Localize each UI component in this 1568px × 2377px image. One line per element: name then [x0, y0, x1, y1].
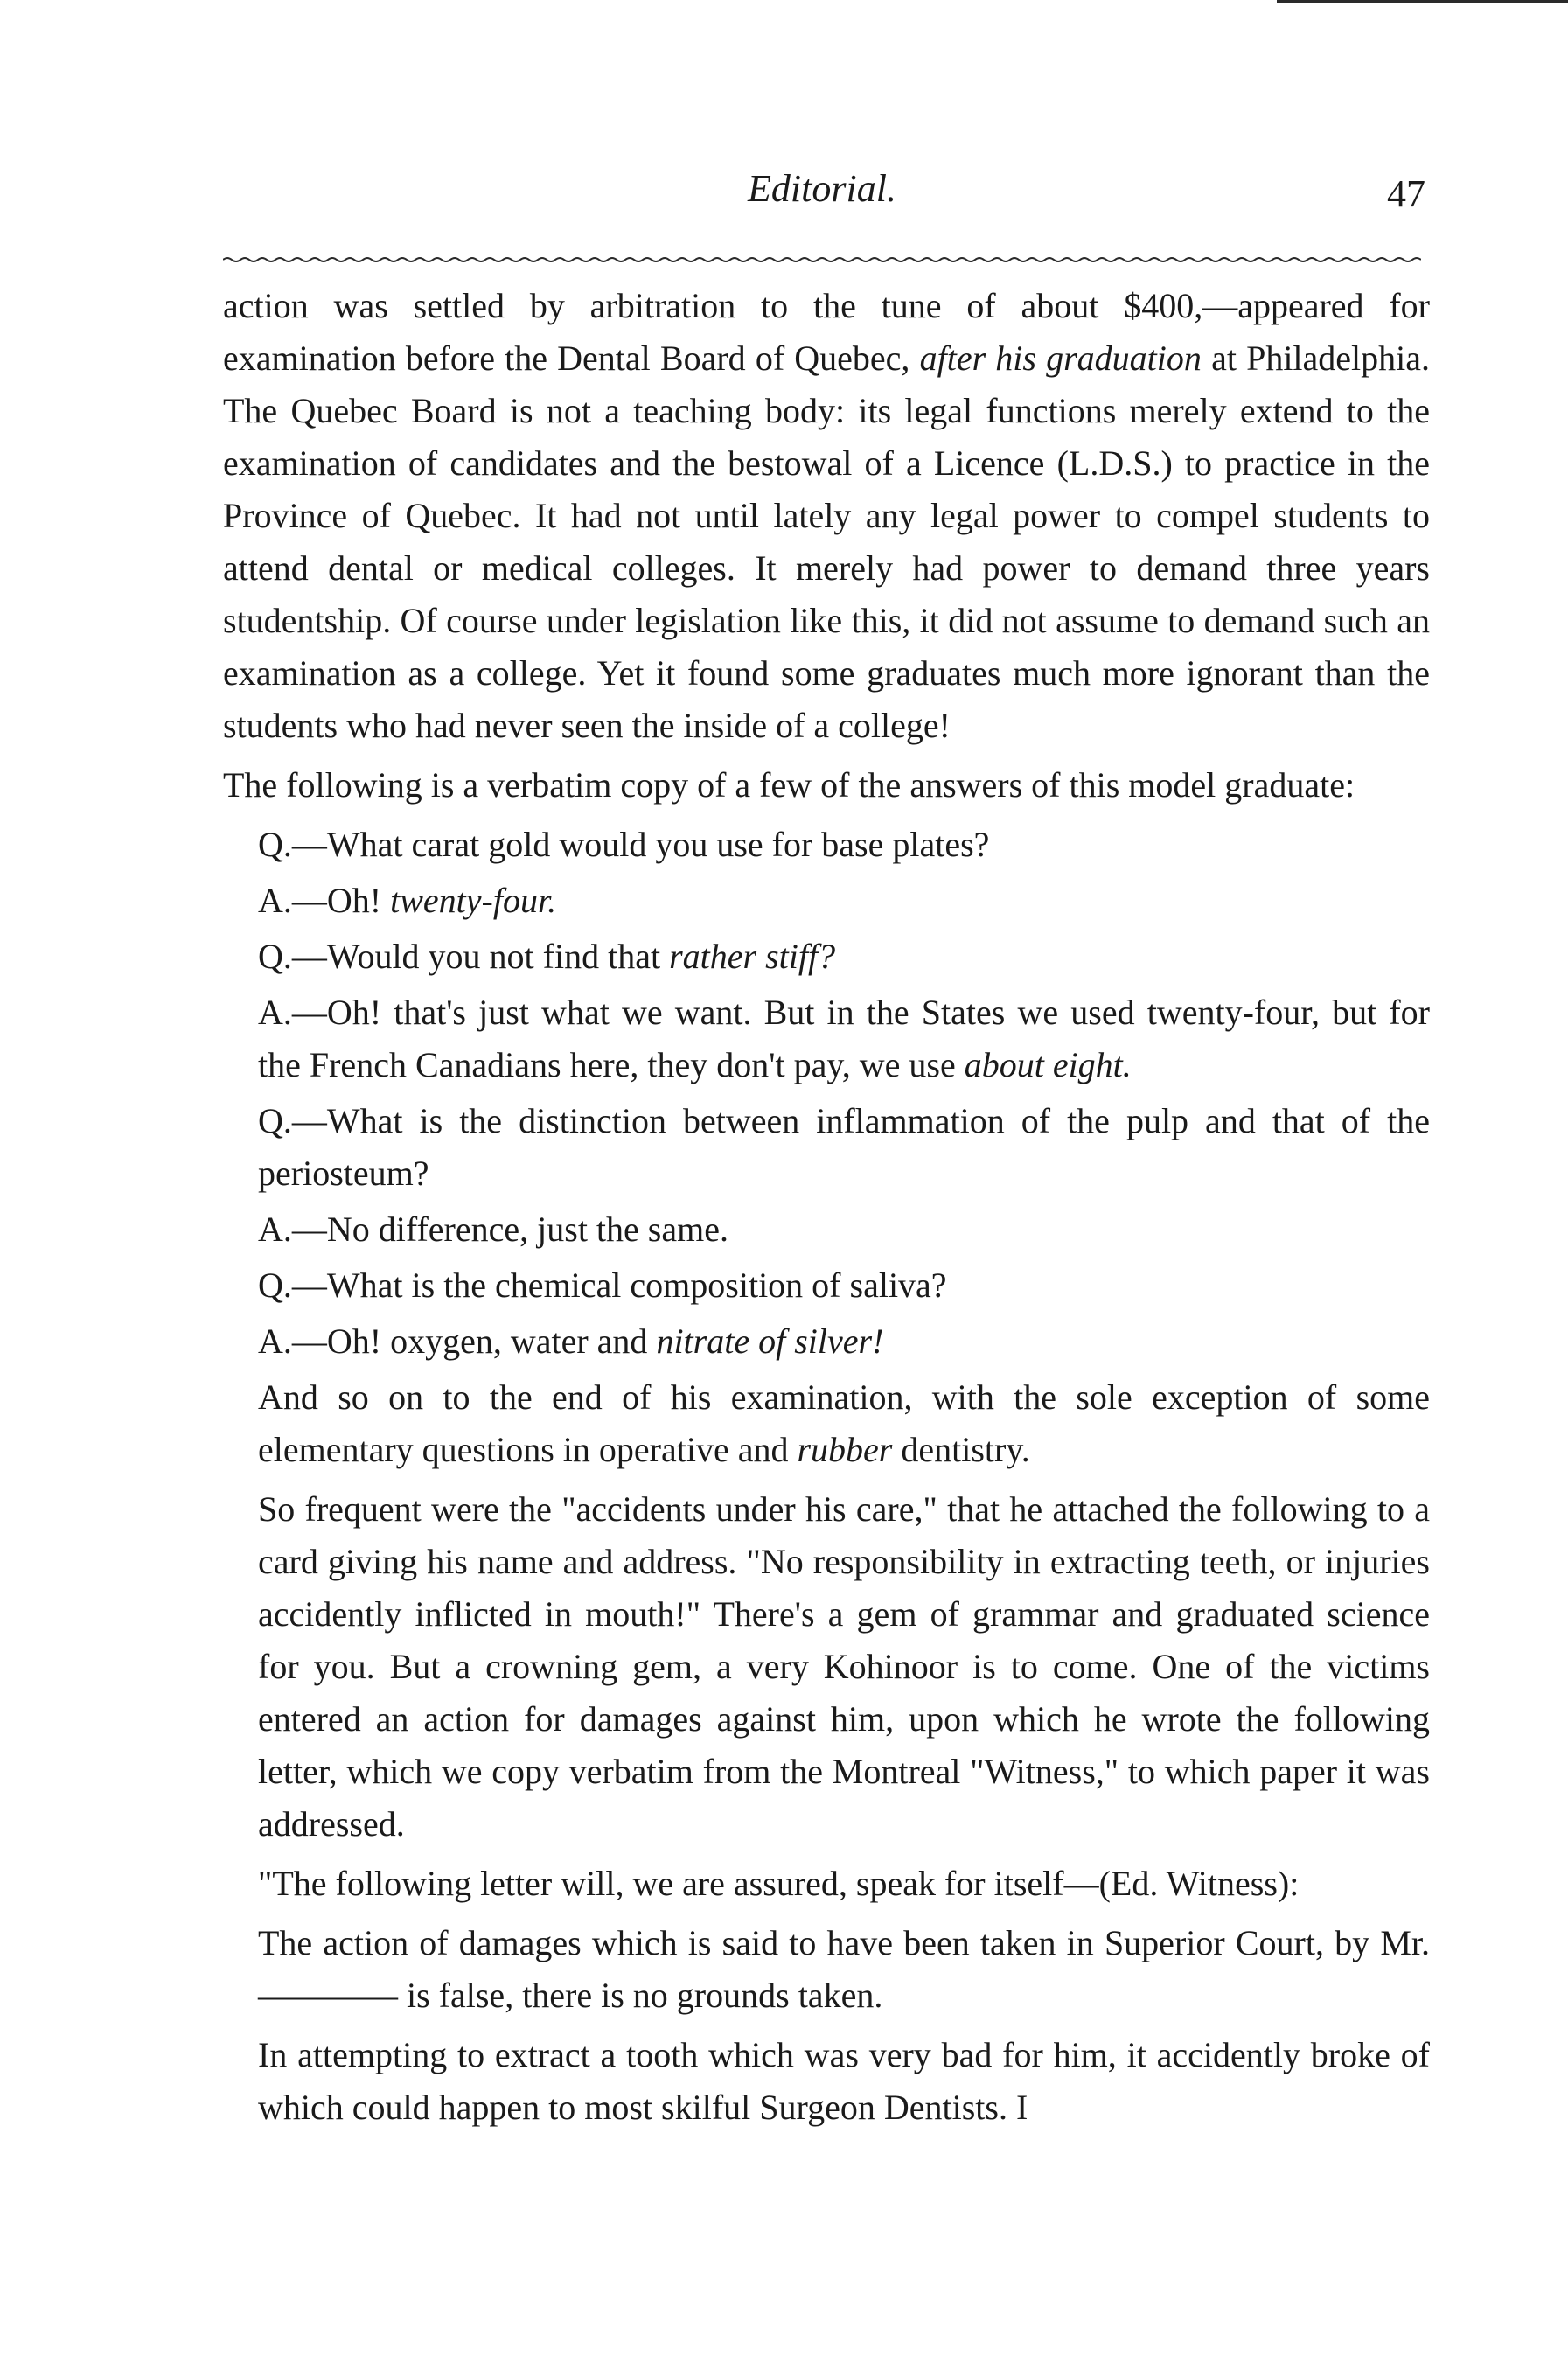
question-2 [223, 931, 1430, 983]
italic-phrase: nitrate of silver! [656, 1321, 884, 1361]
question-4: Q.—What is the chemical composition of saliva? [258, 1265, 947, 1305]
paragraph-text: at Philadelphia. The Quebec Board is not a teaching body: its legal functions merely extend to the examination of candidates and the bestowal of a Licence (L.D.S.) to practice in the Province of Quebec. It had not until lately any legal power to compel students to attend dental or medical colleges. It merely had power to demand three years studentship. Of course under legislation like this, it did not assume to demand such an examination as a college. Yet it found some graduates much more ignorant than the students who had never seen the inside of a college! [223, 338, 1431, 745]
answer-4 [223, 1315, 1430, 1368]
running-title: Editorial. [748, 167, 896, 210]
paragraph-letter-action: The action of damages which is said to have been taken in Superior Court, by Mr. ———— is false, there is no grounds taken. [258, 1923, 1430, 2015]
paragraph-letter-tooth: In attempting to extract a tooth which was very bad for him, it accidently broke of which could happen to most skilful Surgeon Dentists. I [258, 2035, 1430, 2127]
italic-phrase: rather stiff? [669, 937, 836, 976]
answer-prefix: A.—Oh! oxygen, water and [258, 1321, 648, 1361]
paragraph-verbatim-intro: The following is a verbatim copy of a few of the answers of this model graduate: [223, 765, 1355, 805]
body-text [223, 280, 1430, 2141]
answer-3: A.—No difference, just the same. [258, 1209, 728, 1249]
paragraph-letter-intro: "The following letter will, we are assured, speak for itself—(Ed. Witness): [258, 1864, 1300, 1903]
question-1: Q.—What carat gold would you use for base plates? [258, 825, 990, 864]
answer-1 [223, 875, 1430, 927]
page-header [219, 157, 1425, 219]
italic-phrase: after his graduation [919, 338, 1202, 378]
italic-word: rubber [797, 1430, 893, 1469]
paragraph-accidents: So frequent were the "accidents under his care," that he attached the following to a card giving his name and address. "No responsibility in extracting teeth, or injuries accidently inflicted in mouth!" There's a gem of grammar and graduated science for you. But a crowning gem, a very Kohinoor is to come. One of the victims entered an action for damages against him, upon which he wrote the following letter, which we copy verbatim from the Montreal "Witness," to which paper it was addressed. [258, 1489, 1430, 1844]
question-3: Q.—What is the distinction between inflammation of the pulp and that of the periosteum? [258, 1101, 1430, 1193]
page-number: 47 [1387, 172, 1425, 215]
italic-phrase: about eight. [964, 1045, 1132, 1084]
top-edge-line [1277, 0, 1568, 10]
paragraph-arbitration [223, 280, 1430, 752]
paragraph-text: dentistry. [901, 1430, 1030, 1469]
answer-text: A.—Oh! that's just what we want. But in the States we used twenty-four, but for the French Canadians here, they don't pay, we use [258, 993, 1430, 1084]
answer-prefix: A.—Oh! [258, 881, 382, 920]
paragraph-text: action was settled by arbitration to the tune of about $400,—appeared for examination before the Dental Board of Quebec, [223, 286, 1430, 378]
answer-2 [223, 986, 1430, 1091]
header-rule [223, 254, 1421, 266]
paragraph-text: And so on to the end of his examination, with the sole exception of some elementary questions in operative and [258, 1377, 1430, 1469]
question-prefix: Q.—Would you not find that [258, 937, 661, 976]
italic-phrase: twenty-four. [390, 881, 557, 920]
paragraph-examination-end [223, 1371, 1430, 1476]
